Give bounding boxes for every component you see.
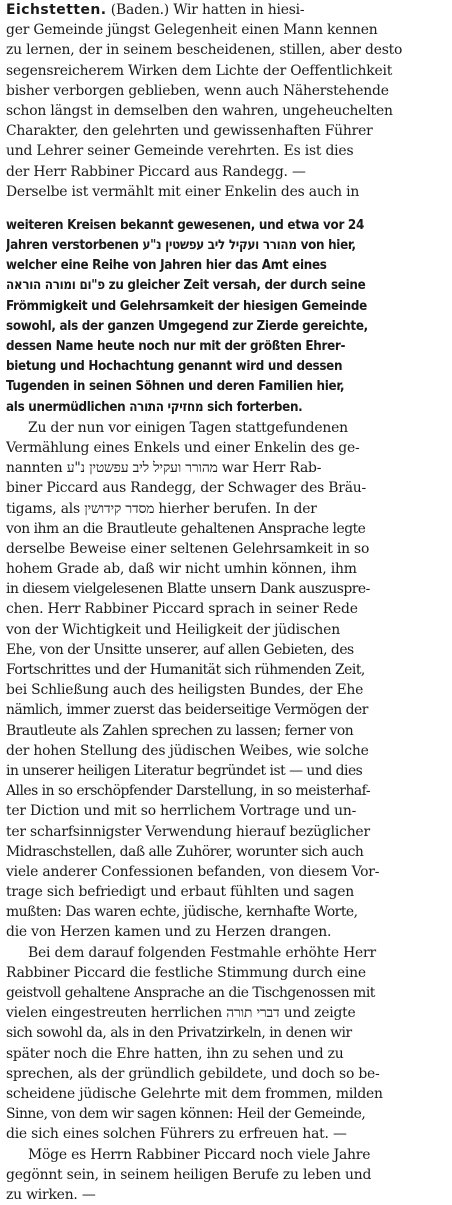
text-line: Brautleute als Zahlen sprechen zu lassen; ferner von <box>6 721 446 741</box>
text-line: bietung und Hochachtung genannt wird und dessen <box>6 357 446 377</box>
headline-line <box>6 0 446 20</box>
article-intro <box>6 0 446 202</box>
text-line: bisher verborgen geblieben, wenn auch Näherstehende <box>6 81 446 101</box>
text-line: Fortschrittes und der Humanität sich rühmenden Zeit, <box>6 660 446 680</box>
text-line: Frömmigkeit und Gelehrsamkeit der hiesigen Gemeinde <box>6 297 446 317</box>
text-line: gegönnt sein, in seinem heiligen Berufe zu leben und <box>6 1165 446 1185</box>
text-line: Jahren verstorbenen מהורר ועקיל ליב עפשטין נ"ע von hier, <box>6 236 446 256</box>
text-line: der hohen Stellung des jüdischen Weibes, wie solche <box>6 741 446 761</box>
text-line: segensreicherem Wirken dem Lichte der Oeffentlichkeit <box>6 61 446 81</box>
text-line: und Lehrer seiner Gemeinde verehrten. Es ist dies <box>6 141 446 161</box>
text-line: welcher eine Reihe von Jahren hier das Amt eines <box>6 256 446 276</box>
text-line: vielen eingestreuten herrlichen דברי תורה und zeigte <box>6 1003 446 1023</box>
text-line: hohem Grade ab, daß wir nicht umhin können, ihm <box>6 559 446 579</box>
text-line: geistvoll gehaltene Ansprache an die Tischgenossen mit <box>6 983 446 1003</box>
text-line: die von Herzen kamen und zu Herzen drangen. <box>6 922 446 942</box>
text-line: Zu der nun vor einigen Tagen stattgefundenen <box>6 418 446 438</box>
paragraph-feast <box>6 943 446 1145</box>
text-line: scheidene jüdische Gelehrte mit dem frommen, milden <box>6 1084 446 1104</box>
text-line: in diesem vielgelesenen Blatte unsern Dank auszuspre- <box>6 579 446 599</box>
text-line: Midraschstellen, daß alle Zuhörer, worunter sich auch <box>6 842 446 862</box>
text-line: tigams, als מסדר קידושין hierher berufen. In der <box>6 499 446 519</box>
text-line: viele anderer Confessionen befanden, von diesem Vor- <box>6 862 446 882</box>
text-line: später noch die Ehre hatten, ihn zu sehen und zu <box>6 1044 446 1064</box>
text-line: der Herr Rabbiner Piccard aus Randegg. — <box>6 162 446 182</box>
text-line: ter Diction und mit so herrlichem Vortrage und un- <box>6 801 446 821</box>
text-line: Bei dem darauf folgenden Festmahle erhöhte Herr <box>6 943 446 963</box>
text-line: die sich eines solchen Führers zu erfreuen hat. — <box>6 1124 446 1144</box>
text-line: bei Schließung auch des heiligsten Bundes, der Ehe <box>6 680 446 700</box>
text-line: (Baden.) Wir hatten in hiesi- <box>111 2 305 18</box>
paragraph-wedding <box>6 418 446 943</box>
text-line: in unserer heiligen Literatur begründet ist — und dies <box>6 761 446 781</box>
text-line: sich sowohl da, als in den Privatzirkeln, in denen wir <box>6 1023 446 1043</box>
place-headline: Eichstetten. <box>6 2 107 18</box>
text-line: weiteren Kreisen bekannt gewesenen, und etwa vor 24 <box>6 216 446 236</box>
text-line: ger Gemeinde jüngst Gelegenheit einen Mann kennen <box>6 20 446 40</box>
text-line: sowohl, als der ganzen Umgegend zur Zierde gereichte, <box>6 317 446 337</box>
text-line: Derselbe ist vermählt mit einer Enkelin des auch in <box>6 182 446 202</box>
text-line: פ"ום ומורה הוראה zu gleicher Zeit versah, der durch seine <box>6 276 446 296</box>
article-continuation <box>6 216 446 418</box>
text-line: zu wirken. — <box>6 1185 446 1205</box>
text-line: Vermählung eines Enkels und einer Enkelin des ge- <box>6 438 446 458</box>
text-line: biner Piccard aus Randegg, der Schwager des Bräu- <box>6 478 446 498</box>
column-break <box>6 202 446 216</box>
text-line: Charakter, den gelehrten und gewissenhaften Führer <box>6 121 446 141</box>
text-line: dessen Name heute noch nur mit der größten Ehrer- <box>6 337 446 357</box>
text-line: Sinne, von dem wir sagen können: Heil der Gemeinde, <box>6 1104 446 1124</box>
text-line: als unermüdlichen מחזיקי התורה sich forterben. <box>6 398 446 418</box>
text-line: derselbe Beweise einer seltenen Gelehrsamkeit in so <box>6 539 446 559</box>
text-line: Alles in so erschöpfender Darstellung, in so meisterhaf- <box>6 781 446 801</box>
text-line: Ehe, von der Unsitte unserer, auf allen Gebieten, des <box>6 640 446 660</box>
text-line: schon längst in demselben den wahren, ungeheuchelten <box>6 101 446 121</box>
text-line: sprechen, als der gründlich gebildete, und doch so be- <box>6 1064 446 1084</box>
text-line: nämlich, immer zuerst das beiderseitige Vermögen der <box>6 700 446 720</box>
text-line: ter scharfsinnigster Verwendung hierauf bezüglicher <box>6 822 446 842</box>
text-line: zu lernen, der in seinem bescheidenen, stillen, aber desto <box>6 40 446 60</box>
text-line: mußten: Das waren echte, jüdische, kernhafte Worte, <box>6 902 446 922</box>
newspaper-article <box>6 0 446 1134</box>
paragraph-closing <box>6 1145 446 1205</box>
text-line: Tugenden in seinen Söhnen und deren Familien hier, <box>6 377 446 397</box>
text-line: von der Wichtigkeit und Heiligkeit der jüdischen <box>6 620 446 640</box>
text-line: Rabbiner Piccard die festliche Stimmung durch eine <box>6 963 446 983</box>
text-line: trage sich befriedigt und erbaut fühlten und sagen <box>6 882 446 902</box>
text-line: chen. Herr Rabbiner Piccard sprach in seiner Rede <box>6 599 446 619</box>
text-line: Möge es Herrn Rabbiner Piccard noch viele Jahre <box>6 1145 446 1165</box>
text-line: von ihm an die Brautleute gehaltenen Ansprache legte <box>6 519 446 539</box>
text-line: nannten מהורר ועקיל ליב עפשטין נ"ע war Herr Rab- <box>6 458 446 478</box>
